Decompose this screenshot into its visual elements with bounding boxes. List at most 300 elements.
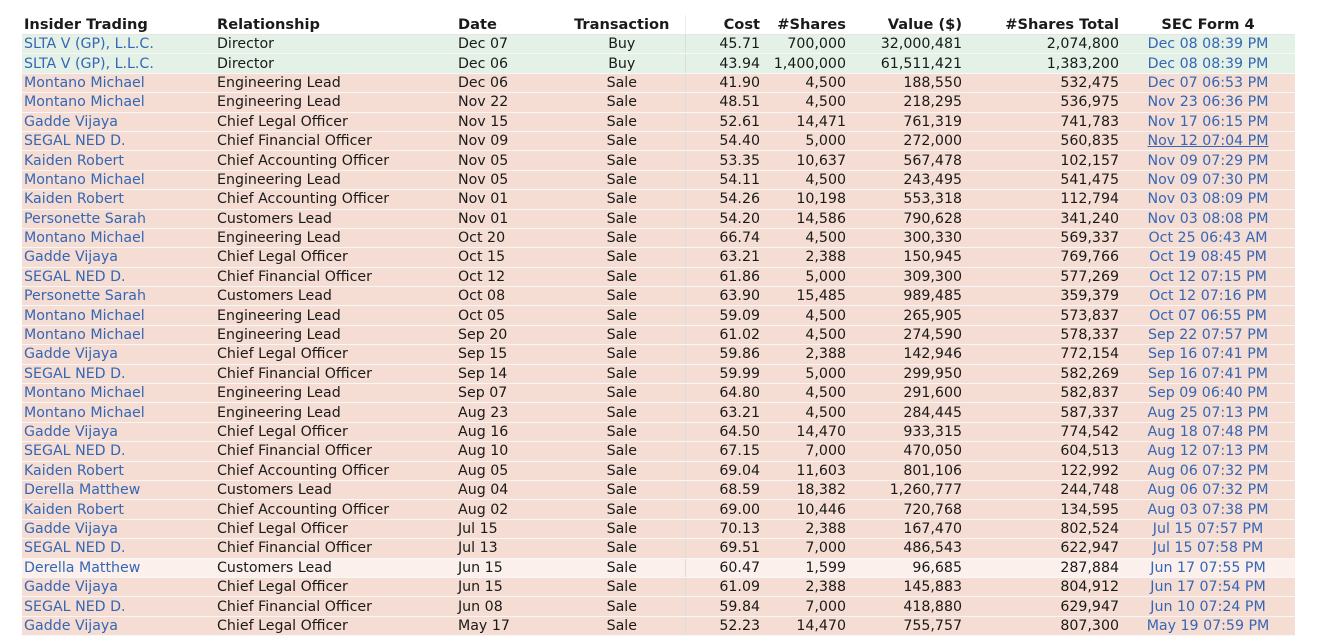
sec-form4-link[interactable]: Jun 17 07:55 PM [1121, 558, 1295, 577]
cost-cell: 69.51 [685, 539, 762, 558]
insider-name-link[interactable]: Gadde Vijaya [22, 248, 215, 267]
sec-form4-link[interactable]: Oct 19 08:45 PM [1121, 248, 1295, 267]
table-row [22, 35, 1295, 54]
shares-cell: 1,400,000 [762, 54, 848, 73]
sec-form4-link[interactable]: Nov 23 06:36 PM [1121, 93, 1295, 112]
shares-total-cell: 341,240 [964, 209, 1121, 228]
shares-cell: 14,470 [762, 422, 848, 441]
table-row [22, 345, 1295, 364]
table-row [22, 442, 1295, 461]
relationship-cell: Chief Accounting Officer [215, 500, 456, 519]
transaction-cell: Sale [559, 112, 685, 131]
date-cell: Nov 05 [456, 170, 559, 189]
col-header-value[interactable]: Value ($) [848, 15, 964, 35]
date-cell: Aug 16 [456, 422, 559, 441]
value-cell: 145,883 [848, 577, 964, 596]
insider-name-link[interactable]: Personette Sarah [22, 209, 215, 228]
shares-cell: 7,000 [762, 539, 848, 558]
sec-form4-link[interactable]: Sep 16 07:41 PM [1121, 364, 1295, 383]
shares-total-cell: 112,794 [964, 190, 1121, 209]
table-row [22, 519, 1295, 538]
date-cell: Jul 13 [456, 539, 559, 558]
sec-form4-link[interactable]: Aug 25 07:13 PM [1121, 403, 1295, 422]
relationship-cell: Chief Legal Officer [215, 519, 456, 538]
shares-total-cell: 802,524 [964, 519, 1121, 538]
table-row [22, 403, 1295, 422]
transaction-cell: Sale [559, 287, 685, 306]
value-cell: 32,000,481 [848, 35, 964, 54]
shares-cell: 4,500 [762, 384, 848, 403]
shares-total-cell: 2,074,800 [964, 35, 1121, 54]
table-row [22, 480, 1295, 499]
table-row [22, 384, 1295, 403]
shares-total-cell: 541,475 [964, 170, 1121, 189]
cost-cell: 63.21 [685, 403, 762, 422]
transaction-cell: Sale [559, 519, 685, 538]
relationship-cell: Chief Legal Officer [215, 248, 456, 267]
sec-form4-link[interactable]: Oct 12 07:15 PM [1121, 267, 1295, 286]
cost-cell: 61.02 [685, 325, 762, 344]
table-row [22, 539, 1295, 558]
cost-cell: 45.71 [685, 35, 762, 54]
insider-name-link[interactable]: SLTA V (GP), L.L.C. [22, 35, 215, 54]
shares-total-cell: 569,337 [964, 228, 1121, 247]
table-row [22, 306, 1295, 325]
relationship-cell: Engineering Lead [215, 306, 456, 325]
sec-form4-link[interactable]: Jul 15 07:57 PM [1121, 519, 1295, 538]
transaction-cell: Sale [559, 228, 685, 247]
table-row [22, 500, 1295, 519]
table-row [22, 73, 1295, 92]
shares-total-cell: 769,766 [964, 248, 1121, 267]
shares-total-cell: 741,783 [964, 112, 1121, 131]
sec-form4-link[interactable]: May 19 07:59 PM [1121, 616, 1295, 635]
date-cell: Sep 20 [456, 325, 559, 344]
transaction-cell: Sale [559, 306, 685, 325]
date-cell: Aug 05 [456, 461, 559, 480]
date-cell: Nov 01 [456, 190, 559, 209]
relationship-cell: Chief Legal Officer [215, 577, 456, 596]
cost-cell: 68.59 [685, 480, 762, 499]
value-cell: 61,511,421 [848, 54, 964, 73]
table-row [22, 325, 1295, 344]
cost-cell: 63.21 [685, 248, 762, 267]
shares-total-cell: 536,975 [964, 93, 1121, 112]
shares-total-cell: 622,947 [964, 539, 1121, 558]
date-cell: Nov 22 [456, 93, 559, 112]
cost-cell: 66.74 [685, 228, 762, 247]
shares-cell: 10,198 [762, 190, 848, 209]
cost-cell: 61.09 [685, 577, 762, 596]
value-cell: 291,600 [848, 384, 964, 403]
sec-form4-link[interactable]: Aug 18 07:48 PM [1121, 422, 1295, 441]
table-row [22, 422, 1295, 441]
shares-total-cell: 604,513 [964, 442, 1121, 461]
transaction-cell: Sale [559, 442, 685, 461]
shares-cell: 2,388 [762, 345, 848, 364]
transaction-cell: Sale [559, 209, 685, 228]
table-row [22, 131, 1295, 150]
shares-total-cell: 577,269 [964, 267, 1121, 286]
date-cell: May 17 [456, 616, 559, 635]
sec-form4-link[interactable]: Nov 03 08:08 PM [1121, 209, 1295, 228]
shares-total-cell: 102,157 [964, 151, 1121, 170]
insider-name-link[interactable]: Montano Michael [22, 228, 215, 247]
insider-name-link[interactable]: Gadde Vijaya [22, 616, 215, 635]
shares-total-cell: 122,992 [964, 461, 1121, 480]
transaction-cell: Sale [559, 384, 685, 403]
insider-name-link[interactable]: SEGAL NED D. [22, 539, 215, 558]
value-cell: 96,685 [848, 558, 964, 577]
table-row [22, 267, 1295, 286]
date-cell: Nov 09 [456, 131, 559, 150]
date-cell: Oct 15 [456, 248, 559, 267]
value-cell: 989,485 [848, 287, 964, 306]
relationship-cell: Chief Legal Officer [215, 112, 456, 131]
cost-cell: 54.20 [685, 209, 762, 228]
value-cell: 243,495 [848, 170, 964, 189]
insider-name-link[interactable]: SEGAL NED D. [22, 267, 215, 286]
sec-form4-link[interactable]: Aug 06 07:32 PM [1121, 461, 1295, 480]
table-row [22, 577, 1295, 596]
cost-cell: 63.90 [685, 287, 762, 306]
sec-form4-link[interactable]: Aug 12 07:13 PM [1121, 442, 1295, 461]
sec-form4-link[interactable]: Oct 12 07:16 PM [1121, 287, 1295, 306]
shares-total-cell: 807,300 [964, 616, 1121, 635]
shares-total-cell: 134,595 [964, 500, 1121, 519]
date-cell: Aug 23 [456, 403, 559, 422]
relationship-cell: Chief Accounting Officer [215, 461, 456, 480]
transaction-cell: Sale [559, 131, 685, 150]
cost-cell: 52.23 [685, 616, 762, 635]
sec-form4-link[interactable]: Nov 09 07:29 PM [1121, 151, 1295, 170]
transaction-cell: Sale [559, 403, 685, 422]
cost-cell: 67.15 [685, 442, 762, 461]
date-cell: Jun 15 [456, 577, 559, 596]
col-header-shares-total[interactable]: #Shares Total [964, 15, 1121, 35]
shares-cell: 2,388 [762, 248, 848, 267]
shares-total-cell: 772,154 [964, 345, 1121, 364]
sec-form4-link[interactable]: Dec 07 06:53 PM [1121, 73, 1295, 92]
shares-cell: 5,000 [762, 267, 848, 286]
date-cell: Dec 07 [456, 35, 559, 54]
insider-name-link[interactable]: Kaiden Robert [22, 190, 215, 209]
relationship-cell: Engineering Lead [215, 73, 456, 92]
cost-cell: 59.09 [685, 306, 762, 325]
shares-total-cell: 244,748 [964, 480, 1121, 499]
sec-form4-link[interactable]: Jun 10 07:24 PM [1121, 597, 1295, 616]
value-cell: 567,478 [848, 151, 964, 170]
shares-total-cell: 578,337 [964, 325, 1121, 344]
relationship-cell: Chief Legal Officer [215, 422, 456, 441]
insider-trading-table [22, 15, 1295, 636]
col-header-sec-form4[interactable]: SEC Form 4 [1121, 15, 1295, 35]
date-cell: Aug 10 [456, 442, 559, 461]
sec-form4-link[interactable]: Jul 15 07:58 PM [1121, 539, 1295, 558]
date-cell: Oct 05 [456, 306, 559, 325]
insider-name-link[interactable]: SEGAL NED D. [22, 131, 215, 150]
shares-cell: 11,603 [762, 461, 848, 480]
cost-cell: 41.90 [685, 73, 762, 92]
cost-cell: 70.13 [685, 519, 762, 538]
sec-form4-link[interactable]: Aug 06 07:32 PM [1121, 480, 1295, 499]
insider-name-link[interactable]: Montano Michael [22, 403, 215, 422]
shares-cell: 4,500 [762, 170, 848, 189]
insider-name-link[interactable]: Montano Michael [22, 306, 215, 325]
insider-name-link[interactable]: Montano Michael [22, 73, 215, 92]
shares-cell: 7,000 [762, 597, 848, 616]
value-cell: 801,106 [848, 461, 964, 480]
insider-name-link[interactable]: SEGAL NED D. [22, 597, 215, 616]
date-cell: Sep 14 [456, 364, 559, 383]
relationship-cell: Chief Legal Officer [215, 345, 456, 364]
value-cell: 1,260,777 [848, 480, 964, 499]
relationship-cell: Engineering Lead [215, 228, 456, 247]
transaction-cell: Sale [559, 267, 685, 286]
table-row [22, 287, 1295, 306]
date-cell: Jun 08 [456, 597, 559, 616]
sec-form4-link[interactable]: Sep 22 07:57 PM [1121, 325, 1295, 344]
date-cell: Nov 05 [456, 151, 559, 170]
transaction-cell: Sale [559, 345, 685, 364]
table-row [22, 112, 1295, 131]
table-row [22, 616, 1295, 635]
relationship-cell: Engineering Lead [215, 325, 456, 344]
relationship-cell: Director [215, 54, 456, 73]
shares-total-cell: 359,379 [964, 287, 1121, 306]
shares-cell: 4,500 [762, 93, 848, 112]
shares-cell: 4,500 [762, 228, 848, 247]
date-cell: Jun 15 [456, 558, 559, 577]
insider-name-link[interactable]: Gadde Vijaya [22, 112, 215, 131]
value-cell: 309,300 [848, 267, 964, 286]
cost-cell: 64.50 [685, 422, 762, 441]
cost-cell: 52.61 [685, 112, 762, 131]
shares-total-cell: 1,383,200 [964, 54, 1121, 73]
cost-cell: 59.86 [685, 345, 762, 364]
shares-total-cell: 532,475 [964, 73, 1121, 92]
transaction-cell: Sale [559, 597, 685, 616]
transaction-cell: Sale [559, 558, 685, 577]
cost-cell: 61.86 [685, 267, 762, 286]
transaction-cell: Buy [559, 35, 685, 54]
table-row [22, 597, 1295, 616]
date-cell: Jul 15 [456, 519, 559, 538]
sec-form4-link[interactable]: Nov 12 07:04 PM [1121, 131, 1295, 150]
insider-name-link[interactable]: Gadde Vijaya [22, 345, 215, 364]
date-cell: Sep 15 [456, 345, 559, 364]
shares-cell: 10,446 [762, 500, 848, 519]
insider-name-link[interactable]: SEGAL NED D. [22, 364, 215, 383]
shares-total-cell: 582,837 [964, 384, 1121, 403]
insider-name-link[interactable]: Gadde Vijaya [22, 577, 215, 596]
shares-cell: 2,388 [762, 577, 848, 596]
shares-cell: 14,586 [762, 209, 848, 228]
shares-cell: 1,599 [762, 558, 848, 577]
shares-cell: 7,000 [762, 442, 848, 461]
transaction-cell: Buy [559, 54, 685, 73]
shares-total-cell: 560,835 [964, 131, 1121, 150]
shares-cell: 4,500 [762, 325, 848, 344]
table-body [22, 35, 1295, 636]
date-cell: Nov 15 [456, 112, 559, 131]
shares-total-cell: 587,337 [964, 403, 1121, 422]
date-cell: Dec 06 [456, 73, 559, 92]
value-cell: 790,628 [848, 209, 964, 228]
shares-cell: 14,471 [762, 112, 848, 131]
insider-name-link[interactable]: Montano Michael [22, 170, 215, 189]
insider-name-link[interactable]: Personette Sarah [22, 287, 215, 306]
cost-cell: 69.04 [685, 461, 762, 480]
insider-name-link[interactable]: Kaiden Robert [22, 500, 215, 519]
insider-name-link[interactable]: Gadde Vijaya [22, 422, 215, 441]
relationship-cell: Chief Financial Officer [215, 442, 456, 461]
cost-cell: 53.35 [685, 151, 762, 170]
value-cell: 272,000 [848, 131, 964, 150]
relationship-cell: Customers Lead [215, 287, 456, 306]
sec-form4-link[interactable]: Nov 17 06:15 PM [1121, 112, 1295, 131]
value-cell: 720,768 [848, 500, 964, 519]
cost-cell: 54.11 [685, 170, 762, 189]
table-row [22, 93, 1295, 112]
sec-form4-link[interactable]: Dec 08 08:39 PM [1121, 54, 1295, 73]
value-cell: 761,319 [848, 112, 964, 131]
relationship-cell: Chief Financial Officer [215, 131, 456, 150]
date-cell: Oct 12 [456, 267, 559, 286]
transaction-cell: Sale [559, 248, 685, 267]
cost-cell: 59.84 [685, 597, 762, 616]
insider-name-link[interactable]: Derella Matthew [22, 480, 215, 499]
shares-cell: 4,500 [762, 73, 848, 92]
shares-total-cell: 804,912 [964, 577, 1121, 596]
shares-cell: 700,000 [762, 35, 848, 54]
value-cell: 933,315 [848, 422, 964, 441]
date-cell: Oct 20 [456, 228, 559, 247]
insider-name-link[interactable]: SEGAL NED D. [22, 442, 215, 461]
shares-cell: 18,382 [762, 480, 848, 499]
sec-form4-link[interactable]: Oct 25 06:43 AM [1121, 228, 1295, 247]
relationship-cell: Engineering Lead [215, 384, 456, 403]
value-cell: 274,590 [848, 325, 964, 344]
table-row [22, 209, 1295, 228]
cost-cell: 43.94 [685, 54, 762, 73]
insider-name-link[interactable]: SLTA V (GP), L.L.C. [22, 54, 215, 73]
date-cell: Dec 06 [456, 54, 559, 73]
transaction-cell: Sale [559, 325, 685, 344]
relationship-cell: Chief Financial Officer [215, 364, 456, 383]
date-cell: Oct 08 [456, 287, 559, 306]
insider-name-link[interactable]: Montano Michael [22, 93, 215, 112]
cost-cell: 59.99 [685, 364, 762, 383]
value-cell: 470,050 [848, 442, 964, 461]
table-row [22, 151, 1295, 170]
shares-total-cell: 573,837 [964, 306, 1121, 325]
insider-name-link[interactable]: Derella Matthew [22, 558, 215, 577]
table-row [22, 190, 1295, 209]
transaction-cell: Sale [559, 461, 685, 480]
transaction-cell: Sale [559, 151, 685, 170]
table-row [22, 248, 1295, 267]
sec-form4-link[interactable]: Aug 03 07:38 PM [1121, 500, 1295, 519]
relationship-cell: Director [215, 35, 456, 54]
table-header-row [22, 15, 1295, 35]
shares-total-cell: 629,947 [964, 597, 1121, 616]
transaction-cell: Sale [559, 480, 685, 499]
transaction-cell: Sale [559, 422, 685, 441]
relationship-cell: Customers Lead [215, 558, 456, 577]
transaction-cell: Sale [559, 170, 685, 189]
sec-form4-link[interactable]: Sep 16 07:41 PM [1121, 345, 1295, 364]
insider-trading-table-container [22, 15, 1295, 636]
relationship-cell: Chief Financial Officer [215, 539, 456, 558]
insider-name-link[interactable]: Kaiden Robert [22, 151, 215, 170]
table-row [22, 54, 1295, 73]
insider-name-link[interactable]: Montano Michael [22, 325, 215, 344]
shares-cell: 5,000 [762, 364, 848, 383]
relationship-cell: Engineering Lead [215, 93, 456, 112]
col-header-transaction[interactable]: Transaction [559, 15, 685, 35]
insider-name-link[interactable]: Kaiden Robert [22, 461, 215, 480]
date-cell: Aug 04 [456, 480, 559, 499]
insider-name-link[interactable]: Montano Michael [22, 384, 215, 403]
sec-form4-link[interactable]: Nov 09 07:30 PM [1121, 170, 1295, 189]
shares-total-cell: 287,884 [964, 558, 1121, 577]
col-header-insider[interactable]: Insider Trading [22, 15, 215, 35]
relationship-cell: Customers Lead [215, 209, 456, 228]
cost-cell: 69.00 [685, 500, 762, 519]
value-cell: 553,318 [848, 190, 964, 209]
shares-cell: 4,500 [762, 306, 848, 325]
col-header-shares[interactable]: #Shares [762, 15, 848, 35]
shares-cell: 2,388 [762, 519, 848, 538]
table-row [22, 170, 1295, 189]
cost-cell: 60.47 [685, 558, 762, 577]
sec-form4-link[interactable]: Sep 09 06:40 PM [1121, 384, 1295, 403]
relationship-cell: Engineering Lead [215, 403, 456, 422]
date-cell: Nov 01 [456, 209, 559, 228]
value-cell: 188,550 [848, 73, 964, 92]
insider-name-link[interactable]: Gadde Vijaya [22, 519, 215, 538]
table-row [22, 558, 1295, 577]
value-cell: 265,905 [848, 306, 964, 325]
transaction-cell: Sale [559, 73, 685, 92]
sec-form4-link[interactable]: Oct 07 06:55 PM [1121, 306, 1295, 325]
relationship-cell: Engineering Lead [215, 170, 456, 189]
shares-cell: 10,637 [762, 151, 848, 170]
col-header-relationship[interactable]: Relationship [215, 15, 456, 35]
cost-cell: 54.26 [685, 190, 762, 209]
relationship-cell: Customers Lead [215, 480, 456, 499]
table-row [22, 364, 1295, 383]
relationship-cell: Chief Financial Officer [215, 267, 456, 286]
col-header-date[interactable]: Date [456, 15, 559, 35]
table-row [22, 228, 1295, 247]
sec-form4-link[interactable]: Dec 08 08:39 PM [1121, 35, 1295, 54]
value-cell: 218,295 [848, 93, 964, 112]
transaction-cell: Sale [559, 539, 685, 558]
value-cell: 418,880 [848, 597, 964, 616]
relationship-cell: Chief Legal Officer [215, 616, 456, 635]
shares-cell: 5,000 [762, 131, 848, 150]
value-cell: 142,946 [848, 345, 964, 364]
sec-form4-link[interactable]: Nov 03 08:09 PM [1121, 190, 1295, 209]
shares-cell: 15,485 [762, 287, 848, 306]
shares-cell: 4,500 [762, 403, 848, 422]
sec-form4-link[interactable]: Jun 17 07:54 PM [1121, 577, 1295, 596]
value-cell: 299,950 [848, 364, 964, 383]
value-cell: 486,543 [848, 539, 964, 558]
col-header-cost[interactable]: Cost [685, 15, 762, 35]
